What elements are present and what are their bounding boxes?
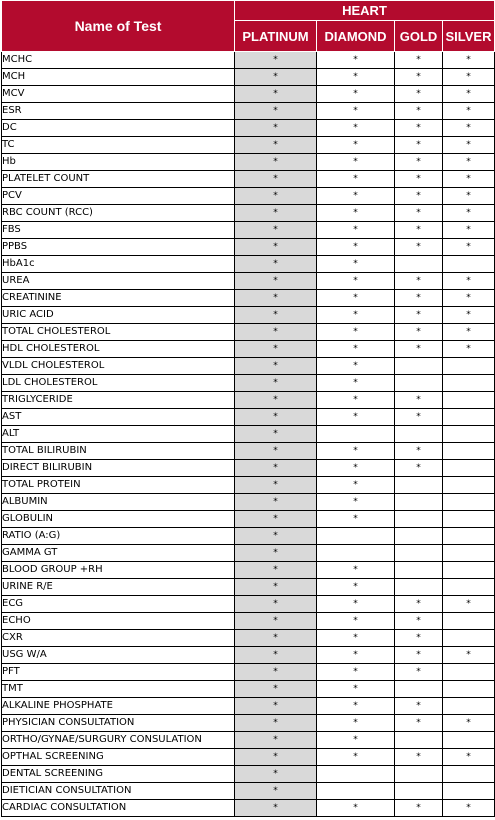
mark-cell-silver: [443, 409, 495, 426]
test-name-cell: FBS: [2, 222, 235, 239]
table-row: [2, 69, 495, 86]
mark-cell-diamond: *: [317, 273, 395, 290]
test-name-cell: BLOOD GROUP +RH: [2, 562, 235, 579]
mark-cell-diamond: *: [317, 392, 395, 409]
mark-cell-silver: *: [443, 154, 495, 171]
mark-cell-gold: *: [395, 749, 443, 766]
mark-cell-silver: [443, 375, 495, 392]
mark-cell-gold: *: [395, 460, 443, 477]
mark-cell-diamond: *: [317, 409, 395, 426]
test-name-cell: OPTHAL SCREENING: [2, 749, 235, 766]
plan-header-diamond: DIAMOND: [317, 21, 395, 52]
mark-cell-platinum: *: [235, 783, 317, 800]
mark-cell-gold: *: [395, 290, 443, 307]
mark-cell-gold: *: [395, 103, 443, 120]
mark-cell-platinum: *: [235, 52, 317, 69]
table-row: [2, 375, 495, 392]
mark-cell-silver: *: [443, 188, 495, 205]
test-name-cell: HDL CHOLESTEROL: [2, 341, 235, 358]
mark-cell-diamond: *: [317, 205, 395, 222]
test-name-cell: CREATININE: [2, 290, 235, 307]
table-row: [2, 188, 495, 205]
mark-cell-gold: [395, 562, 443, 579]
mark-cell-diamond: *: [317, 188, 395, 205]
mark-cell-platinum: *: [235, 681, 317, 698]
table-row: [2, 290, 495, 307]
test-name-cell: DIETICIAN CONSULTATION: [2, 783, 235, 800]
mark-cell-silver: [443, 579, 495, 596]
mark-cell-platinum: *: [235, 222, 317, 239]
mark-cell-gold: [395, 681, 443, 698]
plan-header-silver: SILVER: [443, 21, 495, 52]
test-name-cell: ALKALINE PHOSPHATE: [2, 698, 235, 715]
mark-cell-gold: *: [395, 205, 443, 222]
test-name-cell: RATIO (A:G): [2, 528, 235, 545]
mark-cell-platinum: *: [235, 477, 317, 494]
mark-cell-platinum: *: [235, 528, 317, 545]
mark-cell-gold: *: [395, 137, 443, 154]
mark-cell-diamond: *: [317, 256, 395, 273]
mark-cell-platinum: *: [235, 86, 317, 103]
test-name-cell: TOTAL BILIRUBIN: [2, 443, 235, 460]
mark-cell-silver: *: [443, 69, 495, 86]
mark-cell-silver: [443, 494, 495, 511]
mark-cell-silver: [443, 681, 495, 698]
mark-cell-diamond: *: [317, 120, 395, 137]
mark-cell-diamond: *: [317, 358, 395, 375]
mark-cell-gold: [395, 494, 443, 511]
test-name-cell: DIRECT BILIRUBIN: [2, 460, 235, 477]
mark-cell-diamond: *: [317, 630, 395, 647]
mark-cell-silver: [443, 630, 495, 647]
mark-cell-gold: *: [395, 409, 443, 426]
test-name-cell: UREA: [2, 273, 235, 290]
mark-cell-platinum: *: [235, 290, 317, 307]
mark-cell-gold: [395, 426, 443, 443]
mark-cell-silver: *: [443, 171, 495, 188]
mark-cell-diamond: *: [317, 562, 395, 579]
mark-cell-gold: *: [395, 392, 443, 409]
mark-cell-platinum: *: [235, 545, 317, 562]
mark-cell-diamond: *: [317, 579, 395, 596]
mark-cell-diamond: *: [317, 460, 395, 477]
table-row: [2, 579, 495, 596]
mark-cell-platinum: *: [235, 341, 317, 358]
test-name-cell: GLOBULIN: [2, 511, 235, 528]
mark-cell-silver: *: [443, 715, 495, 732]
test-name-cell: MCV: [2, 86, 235, 103]
mark-cell-gold: *: [395, 188, 443, 205]
mark-cell-diamond: *: [317, 681, 395, 698]
mark-cell-silver: [443, 528, 495, 545]
mark-cell-platinum: *: [235, 307, 317, 324]
mark-cell-diamond: [317, 426, 395, 443]
mark-cell-diamond: *: [317, 698, 395, 715]
mark-cell-diamond: *: [317, 239, 395, 256]
mark-cell-diamond: *: [317, 86, 395, 103]
test-name-cell: URINE R/E: [2, 579, 235, 596]
mark-cell-platinum: *: [235, 409, 317, 426]
test-name-cell: AST: [2, 409, 235, 426]
mark-cell-gold: *: [395, 647, 443, 664]
mark-cell-gold: [395, 511, 443, 528]
mark-cell-platinum: *: [235, 494, 317, 511]
table-row: [2, 205, 495, 222]
plan-header-gold: GOLD: [395, 21, 443, 52]
mark-cell-diamond: *: [317, 443, 395, 460]
mark-cell-silver: [443, 732, 495, 749]
mark-cell-silver: [443, 766, 495, 783]
mark-cell-silver: *: [443, 120, 495, 137]
mark-cell-gold: *: [395, 715, 443, 732]
mark-cell-platinum: *: [235, 137, 317, 154]
table-row: [2, 137, 495, 154]
table-row: [2, 256, 495, 273]
test-name-cell: PCV: [2, 188, 235, 205]
mark-cell-silver: [443, 358, 495, 375]
mark-cell-gold: [395, 766, 443, 783]
table-row: [2, 766, 495, 783]
table-row: [2, 596, 495, 613]
table-row: [2, 664, 495, 681]
table-row: [2, 460, 495, 477]
test-name-cell: TRIGLYCERIDE: [2, 392, 235, 409]
mark-cell-silver: *: [443, 749, 495, 766]
mark-cell-silver: *: [443, 103, 495, 120]
mark-cell-silver: *: [443, 137, 495, 154]
mark-cell-platinum: *: [235, 800, 317, 817]
test-name-cell: URIC ACID: [2, 307, 235, 324]
mark-cell-silver: [443, 664, 495, 681]
test-name-cell: GAMMA GT: [2, 545, 235, 562]
mark-cell-silver: [443, 545, 495, 562]
mark-cell-gold: [395, 375, 443, 392]
table-row: [2, 409, 495, 426]
table-row: [2, 358, 495, 375]
mark-cell-platinum: *: [235, 732, 317, 749]
mark-cell-platinum: *: [235, 630, 317, 647]
table-row: [2, 511, 495, 528]
mark-cell-silver: [443, 443, 495, 460]
mark-cell-platinum: *: [235, 426, 317, 443]
table-row: [2, 800, 495, 817]
mark-cell-gold: *: [395, 86, 443, 103]
test-name-cell: RBC COUNT (RCC): [2, 205, 235, 222]
mark-cell-silver: *: [443, 800, 495, 817]
mark-cell-silver: *: [443, 239, 495, 256]
mark-cell-silver: [443, 392, 495, 409]
mark-cell-diamond: *: [317, 341, 395, 358]
mark-cell-diamond: *: [317, 307, 395, 324]
mark-cell-silver: [443, 426, 495, 443]
table-row: [2, 528, 495, 545]
mark-cell-gold: *: [395, 443, 443, 460]
mark-cell-gold: *: [395, 69, 443, 86]
test-name-cell: PFT: [2, 664, 235, 681]
mark-cell-diamond: *: [317, 290, 395, 307]
test-name-cell: ORTHO/GYNAE/SURGURY CONSULATION: [2, 732, 235, 749]
mark-cell-platinum: *: [235, 392, 317, 409]
mark-cell-gold: *: [395, 120, 443, 137]
mark-cell-diamond: *: [317, 103, 395, 120]
test-rows: [2, 52, 495, 817]
table-row: [2, 732, 495, 749]
mark-cell-platinum: *: [235, 324, 317, 341]
test-name-cell: DENTAL SCREENING: [2, 766, 235, 783]
mark-cell-diamond: *: [317, 732, 395, 749]
table-row: [2, 273, 495, 290]
test-name-cell: ALT: [2, 426, 235, 443]
mark-cell-silver: [443, 256, 495, 273]
mark-cell-platinum: *: [235, 460, 317, 477]
mark-cell-diamond: *: [317, 664, 395, 681]
mark-cell-gold: [395, 528, 443, 545]
mark-cell-diamond: *: [317, 52, 395, 69]
mark-cell-silver: [443, 460, 495, 477]
mark-cell-silver: [443, 783, 495, 800]
mark-cell-platinum: *: [235, 256, 317, 273]
mark-cell-platinum: *: [235, 766, 317, 783]
mark-cell-silver: *: [443, 86, 495, 103]
table-row: [2, 426, 495, 443]
test-name-cell: LDL CHOLESTEROL: [2, 375, 235, 392]
table-row: [2, 222, 495, 239]
table-row: [2, 103, 495, 120]
mark-cell-diamond: [317, 766, 395, 783]
mark-cell-diamond: *: [317, 715, 395, 732]
mark-cell-gold: *: [395, 52, 443, 69]
mark-cell-silver: *: [443, 307, 495, 324]
mark-cell-gold: [395, 783, 443, 800]
test-plan-table: [1, 0, 495, 817]
test-name-cell: ECG: [2, 596, 235, 613]
mark-cell-diamond: *: [317, 154, 395, 171]
mark-cell-diamond: *: [317, 596, 395, 613]
mark-cell-gold: [395, 579, 443, 596]
mark-cell-platinum: *: [235, 698, 317, 715]
mark-cell-platinum: *: [235, 715, 317, 732]
table-row: [2, 681, 495, 698]
table-row: [2, 783, 495, 800]
test-name-cell: TOTAL PROTEIN: [2, 477, 235, 494]
mark-cell-gold: [395, 256, 443, 273]
table-row: [2, 494, 495, 511]
table-row: [2, 154, 495, 171]
mark-cell-platinum: *: [235, 171, 317, 188]
mark-cell-diamond: *: [317, 171, 395, 188]
mark-cell-platinum: *: [235, 358, 317, 375]
mark-cell-gold: *: [395, 630, 443, 647]
mark-cell-platinum: *: [235, 613, 317, 630]
mark-cell-gold: [395, 477, 443, 494]
table-row: [2, 307, 495, 324]
mark-cell-silver: *: [443, 205, 495, 222]
mark-cell-platinum: *: [235, 579, 317, 596]
mark-cell-gold: *: [395, 307, 443, 324]
table-row: [2, 715, 495, 732]
mark-cell-gold: [395, 358, 443, 375]
mark-cell-gold: *: [395, 613, 443, 630]
table-row: [2, 749, 495, 766]
table-row: [2, 86, 495, 103]
mark-cell-silver: *: [443, 290, 495, 307]
mark-cell-diamond: [317, 528, 395, 545]
test-name-cell: PLATELET COUNT: [2, 171, 235, 188]
mark-cell-platinum: *: [235, 664, 317, 681]
table-row: [2, 341, 495, 358]
mark-cell-diamond: [317, 545, 395, 562]
mark-cell-platinum: *: [235, 647, 317, 664]
mark-cell-platinum: *: [235, 188, 317, 205]
test-name-cell: TOTAL CHOLESTEROL: [2, 324, 235, 341]
mark-cell-gold: *: [395, 222, 443, 239]
table-row: [2, 545, 495, 562]
test-name-cell: USG W/A: [2, 647, 235, 664]
mark-cell-diamond: *: [317, 69, 395, 86]
heart-group-header: HEART: [235, 1, 495, 21]
mark-cell-gold: *: [395, 800, 443, 817]
mark-cell-silver: *: [443, 273, 495, 290]
table-row: [2, 171, 495, 188]
mark-cell-platinum: *: [235, 154, 317, 171]
mark-cell-diamond: *: [317, 511, 395, 528]
test-name-cell: TMT: [2, 681, 235, 698]
test-name-cell: DC: [2, 120, 235, 137]
table-header: [2, 1, 495, 52]
mark-cell-platinum: *: [235, 273, 317, 290]
test-name-cell: ESR: [2, 103, 235, 120]
test-name-cell: Hb: [2, 154, 235, 171]
table-row: [2, 477, 495, 494]
table-row: [2, 52, 495, 69]
mark-cell-diamond: *: [317, 375, 395, 392]
mark-cell-platinum: *: [235, 596, 317, 613]
mark-cell-diamond: *: [317, 222, 395, 239]
mark-cell-platinum: *: [235, 103, 317, 120]
test-name-cell: VLDL CHOLESTEROL: [2, 358, 235, 375]
mark-cell-gold: *: [395, 341, 443, 358]
table-row: [2, 613, 495, 630]
plan-header-platinum: PLATINUM: [235, 21, 317, 52]
mark-cell-silver: *: [443, 222, 495, 239]
table-row: [2, 647, 495, 664]
mark-cell-gold: *: [395, 239, 443, 256]
mark-cell-gold: *: [395, 324, 443, 341]
mark-cell-diamond: *: [317, 477, 395, 494]
mark-cell-diamond: *: [317, 647, 395, 664]
mark-cell-silver: [443, 613, 495, 630]
mark-cell-platinum: *: [235, 749, 317, 766]
mark-cell-platinum: *: [235, 562, 317, 579]
mark-cell-silver: [443, 562, 495, 579]
mark-cell-platinum: *: [235, 511, 317, 528]
mark-cell-platinum: *: [235, 120, 317, 137]
table-row: [2, 630, 495, 647]
mark-cell-gold: *: [395, 273, 443, 290]
test-name-cell: MCH: [2, 69, 235, 86]
mark-cell-silver: [443, 511, 495, 528]
mark-cell-diamond: *: [317, 324, 395, 341]
name-of-test-header: Name of Test: [2, 1, 235, 52]
test-name-cell: MCHC: [2, 52, 235, 69]
test-name-cell: TC: [2, 137, 235, 154]
test-name-cell: PHYSICIAN CONSULTATION: [2, 715, 235, 732]
table-row: [2, 239, 495, 256]
table-row: [2, 443, 495, 460]
mark-cell-diamond: *: [317, 800, 395, 817]
mark-cell-platinum: *: [235, 239, 317, 256]
mark-cell-platinum: *: [235, 205, 317, 222]
mark-cell-silver: *: [443, 596, 495, 613]
test-name-cell: ALBUMIN: [2, 494, 235, 511]
mark-cell-gold: [395, 545, 443, 562]
mark-cell-diamond: *: [317, 613, 395, 630]
mark-cell-gold: *: [395, 171, 443, 188]
test-name-cell: CXR: [2, 630, 235, 647]
table-row: [2, 392, 495, 409]
mark-cell-platinum: *: [235, 443, 317, 460]
test-name-cell: CARDIAC CONSULTATION: [2, 800, 235, 817]
table-row: [2, 562, 495, 579]
mark-cell-gold: [395, 732, 443, 749]
mark-cell-platinum: *: [235, 69, 317, 86]
test-name-cell: PPBS: [2, 239, 235, 256]
mark-cell-silver: *: [443, 52, 495, 69]
mark-cell-gold: *: [395, 596, 443, 613]
test-name-cell: ECHO: [2, 613, 235, 630]
mark-cell-diamond: *: [317, 494, 395, 511]
mark-cell-silver: *: [443, 341, 495, 358]
table-row: [2, 698, 495, 715]
mark-cell-silver: [443, 698, 495, 715]
mark-cell-gold: *: [395, 698, 443, 715]
mark-cell-diamond: [317, 783, 395, 800]
mark-cell-gold: *: [395, 664, 443, 681]
test-name-cell: HbA1c: [2, 256, 235, 273]
mark-cell-silver: *: [443, 647, 495, 664]
table-row: [2, 120, 495, 137]
mark-cell-diamond: *: [317, 137, 395, 154]
mark-cell-gold: *: [395, 154, 443, 171]
mark-cell-silver: *: [443, 324, 495, 341]
mark-cell-silver: [443, 477, 495, 494]
mark-cell-platinum: *: [235, 375, 317, 392]
mark-cell-diamond: *: [317, 749, 395, 766]
table-row: [2, 324, 495, 341]
